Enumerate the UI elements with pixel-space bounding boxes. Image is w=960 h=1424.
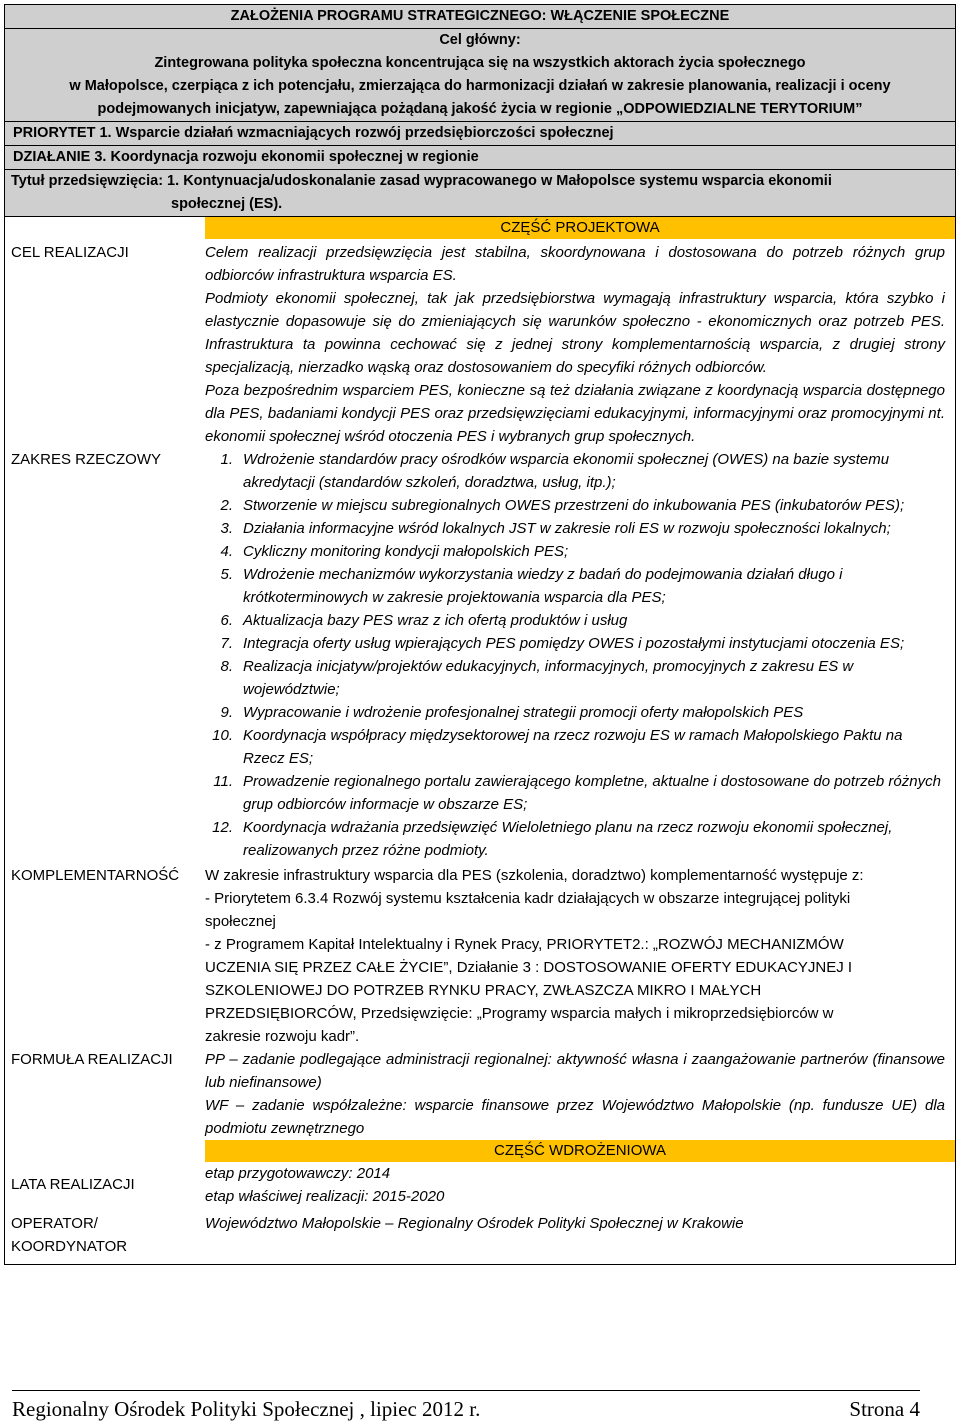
list-item — [191, 816, 945, 862]
operator-label-line: OPERATOR/ — [11, 1215, 98, 1232]
zakres-label: ZAKRES RZECZOWY — [11, 451, 162, 468]
action-row: DZIAŁANIE 3. Koordynacja rozwoju ekonomii społecznej w regionie — [4, 146, 956, 170]
list-item-text: Koordynacja współpracy międzysektorowej na rzecz rozwoju ES w ramach Małopolskiego Paktu na Rzecz ES; — [243, 727, 903, 767]
komplementarnosc-row — [5, 864, 955, 1048]
list-item-number: 2. — [220, 497, 233, 514]
main-goal-line: w Małopolsce, czerpiąca z ich potencjału, zmierzająca do harmonizacji działań w zakresie planowania, realizacji i oceny — [69, 78, 891, 94]
list-item — [191, 724, 945, 770]
project-title-continued: społecznej (ES). — [171, 196, 283, 212]
list-item-text: Stworzenie w miejscu subregionalnych OWES przestrzeni do inkubowania PES (inkubatorów PES); — [243, 497, 905, 514]
cel-value — [205, 241, 955, 448]
operator-value: Województwo Małopolskie – Regionalny Ośrodek Polityki Społecznej w Krakowie — [205, 1215, 744, 1232]
zakres-row — [5, 448, 955, 862]
main-goal-line: podejmowanych inicjatyw, zapewniająca pożądaną jakość życia w regionie „ODPOWIEDZIALNE TERYTORIUM” — [97, 101, 863, 117]
komplementarnosc-line: - Priorytetem 6.3.4 Rozwój systemu kształcenia kadr działających w obszarze integrującej polityki społecznej — [205, 890, 851, 930]
lata-line: etap przygotowawczy: 2014 — [205, 1165, 391, 1182]
list-item — [191, 770, 945, 816]
list-item-text: Realizacja inicjatyw/projektów edukacyjnych, informacyjnych, promocyjnych z zakresu ES w województwie; — [243, 658, 854, 698]
formula-line: PP – zadanie podlegające administracji regionalnej: aktywność własna i zaangażowanie partnerów (finansowe lub niefinansowe) — [205, 1051, 945, 1091]
project-title: Kontynuacja/udoskonalanie zasad wypracowanego w Małopolsce systemu wsparcia ekonomii — [183, 173, 832, 189]
footer-organization: Regionalny Ośrodek Polityki Społecznej , lipiec 2012 r. — [12, 1397, 481, 1421]
list-item-text: Aktualizacja bazy PES wraz z ich ofertą produktów i usług — [243, 612, 628, 629]
list-item-number: 12. — [212, 819, 233, 836]
project-title-label: Tytuł przedsięwzięcia: 1. — [11, 173, 180, 189]
lata-label: LATA REALIZACJI — [11, 1176, 135, 1193]
document-title: ZAŁOŻENIA PROGRAMU STRATEGICZNEGO: WŁĄCZENIE SPOŁECZNE — [4, 4, 956, 29]
priority-row: PRIORYTET 1. Wsparcie działań wzmacniających rozwój przedsiębiorczości społecznej — [4, 122, 956, 146]
spacer — [5, 1140, 205, 1162]
list-item-text: Wypracowanie i wdrożenie profesjonalnej strategii promocji oferty małopolskich PES — [243, 704, 804, 721]
formula-value — [205, 1048, 955, 1140]
list-item-number: 9. — [220, 704, 233, 721]
lata-row — [5, 1162, 955, 1208]
project-title-row — [4, 170, 956, 217]
implementation-section-header: CZĘŚĆ WDROŻENIOWA — [205, 1140, 955, 1162]
list-item — [191, 701, 945, 724]
komplementarnosc-value — [205, 864, 955, 1048]
lata-line: etap właściwej realizacji: 2015-2020 — [205, 1188, 445, 1205]
cel-row — [5, 241, 955, 448]
list-item-number: 8. — [220, 658, 233, 675]
list-item-text: Integracja oferty usług wpierających PES pomiędzy OWES i pozostałymi instytucjami otoczenia ES; — [243, 635, 905, 652]
zakres-list — [191, 448, 955, 862]
cel-label: CEL REALIZACJI — [11, 244, 129, 261]
list-item — [191, 632, 945, 655]
list-item-text: Wdrożenie standardów pracy ośrodków wsparcia ekonomii społecznej (OWES) na bazie systemu akredytacji (standardów szkoleń, doradztwa, usług, itp.); — [243, 451, 890, 491]
list-item-text: Działania informacyjne wśród lokalnych JST w zakresie roli ES w rozwoju społeczności lokalnych; — [243, 520, 891, 537]
list-item-text: Wdrożenie mechanizmów wykorzystania wiedzy z badań do podejmowania działań długo i krótkoterminowych w zakresie projektowania wsparcia dla PES; — [243, 566, 843, 606]
list-item-text: Koordynacja wdrażania przedsięwzięć Wieloletniego planu na rzecz rozwoju ekonomii społecznej, realizowanych przez różne podmioty. — [243, 819, 893, 859]
list-item-text: Prowadzenie regionalnego portalu zawierającego kompletne, aktualne i dostosowane do potrzeb różnych grup odbiorców informacje w obszarze ES; — [243, 773, 941, 813]
project-section-header-row — [5, 217, 955, 239]
implementation-section-header-row — [5, 1140, 955, 1162]
operator-label — [5, 1212, 205, 1258]
list-item-number: 10. — [212, 727, 233, 744]
komplementarnosc-line: W zakresie infrastruktury wsparcia dla PES (szkolenia, doradztwo) komplementarność występuje z: — [205, 867, 864, 884]
list-item-number: 11. — [213, 773, 233, 790]
page-footer — [12, 1390, 920, 1424]
list-item-number: 3. — [220, 520, 233, 537]
list-item — [191, 655, 945, 701]
list-item-number: 5. — [220, 566, 233, 583]
cel-paragraph: Celem realizacji przedsięwzięcia jest stabilna, skoordynowana i dostosowana do potrzeb różnych grup odbiorców infrastruktura wsparcia ES. — [205, 244, 945, 284]
formula-row — [5, 1048, 955, 1140]
formula-line: WF – zadanie współzależne: wsparcie finansowe przez Województwo Małopolskie (np. fundusze UE) dla podmiotu zewnętrznego — [205, 1097, 945, 1137]
list-item-number: 1. — [220, 451, 233, 468]
list-item-number: 6. — [220, 612, 233, 629]
list-item — [191, 448, 945, 494]
list-item — [191, 563, 945, 609]
formula-label: FORMUŁA REALIZACJI — [11, 1051, 173, 1068]
document — [4, 4, 956, 1265]
komplementarnosc-line: - z Programem Kapitał Intelektualny i Rynek Pracy, PRIORYTET2.: „ROZWÓJ MECHANIZMÓW UCZENIA SIĘ PRZEZ CAŁE ŻYCIE”, Działanie 3 : DOSTOSOWANIE OFERTY EDUKACYJNEJ I SZKOLENIOWEJ DO POTRZEB RYNKU PRACY, ZWŁASZCZA MIKRO I MAŁYCH PRZEDSIĘBIORCÓW, Przedsięwzięcie: „Programy wsparcia małych i mikroprzedsiębiorców w zakresie rozwoju kadr”. — [205, 936, 853, 1045]
main-goal — [4, 29, 956, 122]
list-item — [191, 494, 945, 517]
main-goal-line: Zintegrowana polityka społeczna koncentrująca się na wszystkich aktorach życia społecznego — [154, 55, 806, 71]
content-block — [4, 217, 956, 1265]
project-section-header: CZĘŚĆ PROJEKTOWA — [205, 217, 955, 239]
list-item — [191, 517, 945, 540]
list-item-number: 7. — [220, 635, 233, 652]
cel-paragraph: Poza bezpośrednim wsparciem PES, konieczne są też działania związane z koordynacją wsparcia dostępnego dla PES, badaniami kondycji PES oraz przedsięwzięciami edukacyjnymi, informacyjnymi oraz promocyjnymi nt. ekonomii społecznej wśród otoczenia PES i wybranych grup społecznych. — [205, 382, 945, 445]
list-item-text: Cykliczny monitoring kondycji małopolskich PES; — [243, 543, 569, 560]
footer-page-number: Strona 4 — [849, 1397, 920, 1421]
list-item-number: 4. — [220, 543, 233, 560]
operator-row — [5, 1212, 955, 1258]
list-item — [191, 609, 945, 632]
operator-label-line: KOORDYNATOR — [11, 1238, 128, 1255]
lata-value — [205, 1162, 955, 1208]
list-item — [191, 540, 945, 563]
main-goal-label: Cel główny: — [439, 32, 521, 48]
spacer — [5, 217, 205, 239]
cel-paragraph: Podmioty ekonomii społecznej, tak jak przedsiębiorstwa wymagają infrastruktury wsparcia, która szybko i elastycznie dopasowuje się do zmieniających się warunków społeczno - ekonomicznych oraz potrzeb PES. Infrastruktura ta powinna cechować się z jednej strony komplementarnością wsparcia, z drugiej strony specjalizacją, nierzadko wąską oraz dostosowaniem do specyfiki różnych odbiorców. — [205, 290, 945, 376]
komplementarnosc-label: KOMPLEMENTARNOŚĆ — [11, 867, 180, 884]
